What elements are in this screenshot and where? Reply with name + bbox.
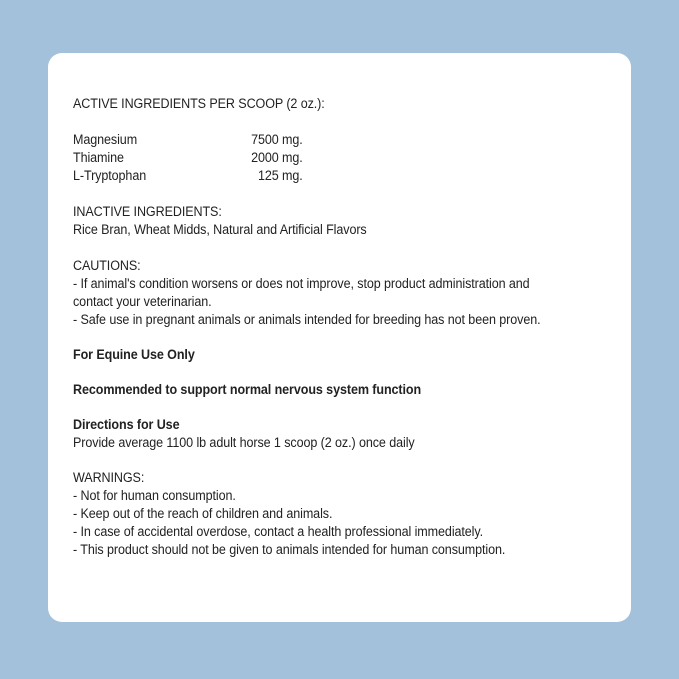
directions-text: Provide average 1100 lb adult horse 1 scoop (2 oz.) once daily <box>73 435 415 450</box>
ingredient-amount: 125 mg. <box>257 168 303 183</box>
recommended-use-note: Recommended to support normal nervous system function <box>73 382 422 397</box>
warning-line: - Not for human consumption. <box>73 488 236 503</box>
inactive-ingredients-heading: INACTIVE INGREDIENTS: <box>73 204 222 219</box>
ingredient-amount: 7500 mg. <box>251 132 303 147</box>
ingredient-name: L-Tryptophan <box>73 168 147 183</box>
caution-line: - Safe use in pregnant animals or animals intended for breeding has not been proven. <box>73 312 541 327</box>
active-ingredients-heading: ACTIVE INGREDIENTS PER SCOOP (2 oz.): <box>73 96 325 111</box>
directions-heading: Directions for Use <box>73 417 180 432</box>
ingredient-name: Magnesium <box>73 132 138 147</box>
ingredient-row <box>73 149 612 167</box>
caution-line: contact your veterinarian. <box>73 294 212 309</box>
ingredient-row <box>73 167 612 185</box>
ingredient-amount: 2000 mg. <box>251 150 303 165</box>
active-ingredients-list <box>73 131 612 185</box>
ingredient-row <box>73 131 612 149</box>
label-text <box>73 95 612 559</box>
warning-line: - Keep out of the reach of children and animals. <box>73 506 333 521</box>
equine-use-note: For Equine Use Only <box>73 347 195 362</box>
label-card <box>48 53 631 622</box>
caution-line: - If animal's condition worsens or does not improve, stop product administration and <box>73 276 530 291</box>
warning-line: - In case of accidental overdose, contact a health professional immediately. <box>73 524 484 539</box>
cautions-heading: CAUTIONS: <box>73 258 141 273</box>
inactive-ingredients-text: Rice Bran, Wheat Midds, Natural and Artificial Flavors <box>73 222 367 237</box>
warning-line: - This product should not be given to animals intended for human consumption. <box>73 542 506 557</box>
ingredient-name: Thiamine <box>73 150 124 165</box>
warnings-heading: WARNINGS: <box>73 470 145 485</box>
